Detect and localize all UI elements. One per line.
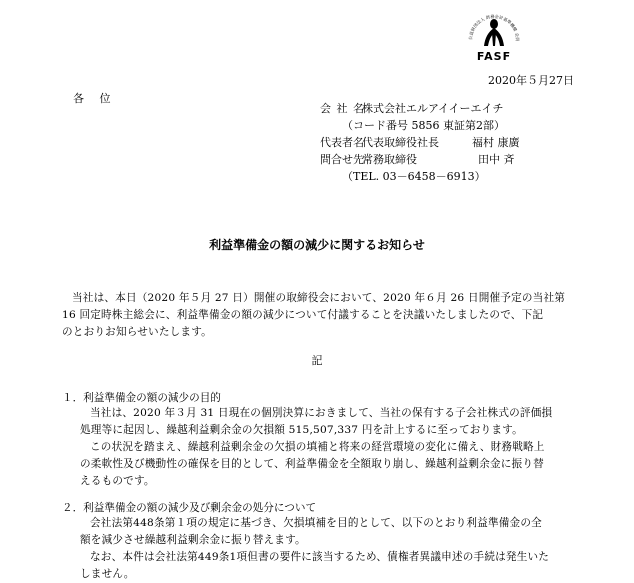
company-name-label: 会 社 名 (320, 102, 365, 115)
section-2-heading: ２．利益準備金の額の減少及び剰余金の処分について (62, 502, 317, 514)
fasf-logo (464, 6, 524, 70)
document-date: 2020年５月27日 (488, 74, 574, 87)
section-2-line: しません。 (80, 568, 135, 580)
representative-title: 代表取締役社長 (362, 136, 439, 149)
section-1-line: えるものです。 (80, 475, 155, 487)
intro-paragraph (62, 290, 622, 341)
contact-label: 問合せ先 (320, 153, 364, 166)
intro-line: のとおりお知らせいたします。 (62, 326, 212, 338)
section-1-heading: １．利益準備金の額の減少の目的 (62, 392, 221, 404)
contact-title: 常務取締役 (362, 153, 417, 166)
section-2-line: なお、本件は会社法第449条1項但書の要件に該当するため、債権者異議申述の手続は発生いた (90, 551, 550, 563)
section-1-line: 当社は、2020 年３月 31 日現在の個別決算におきまして、当社の保有する子会社株式の評価損 (90, 407, 553, 419)
ki-marker: 記 (311, 354, 323, 367)
representative-label: 代表者名 (320, 136, 364, 149)
section-1-body (80, 405, 625, 490)
contact-name: 田中 斉 (478, 153, 515, 166)
section-1-line: の柔軟性及び機動性の確保を目的として、利益準備金を全額取り崩し、繰越利益剰余金に振り替 (80, 458, 544, 470)
logo-name: FASF (476, 50, 512, 63)
representative-name: 福村 康廣 (472, 136, 520, 149)
section-1-line: この状況を踏まえ、繰越利益剰余金の欠損の填補と将来の経営環境の変化に備え、財務戦略上 (90, 441, 545, 453)
section-2-line: 額を減少させ繰越利益剰余金に振り替えます。 (80, 534, 306, 546)
intro-line: 16 回定時株主総会に、利益準備金の額の減少について付議することを決議いたしましたので、下記 (62, 309, 544, 321)
logo-arc-text: 公益財団法人 財務会計基準機構 会員 (467, 13, 521, 42)
document-title: 利益準備金の額の減少に関するお知らせ (209, 238, 425, 252)
section-1-line: 処理等に起因し、繰越利益剰余金の欠損額 515,507,337 円を計上するに至っております。 (80, 424, 523, 436)
recipient: 各 位 (73, 92, 117, 105)
intro-line: 当社は、本日（2020 年５月 27 日）開催の取締役会において、2020 年６月 26 日開催予定の当社第 (72, 292, 566, 304)
company-code: （コード番号 5856 東証第2部） (342, 119, 505, 132)
section-2-line: 会社法第448条第１項の規定に基づき、欠損填補を目的として、以下のとおり利益準備金の全 (90, 517, 542, 529)
section-2-body (80, 515, 625, 583)
company-name: 株式会社エルアイイーエイチ (362, 102, 504, 115)
contact-tel: （TEL. 03－6458－6913） (342, 170, 486, 183)
